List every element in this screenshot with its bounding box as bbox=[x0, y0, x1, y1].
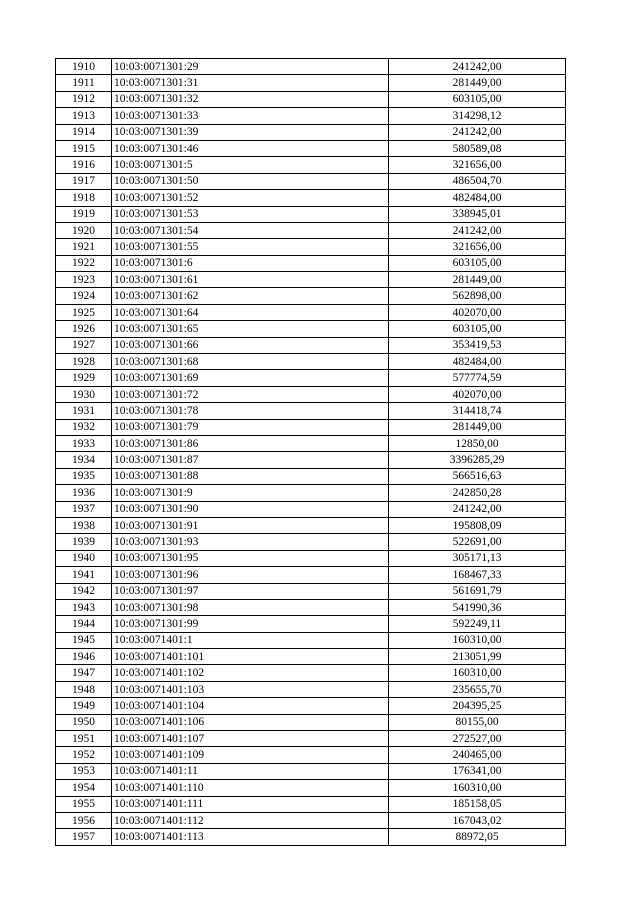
value-cell: 160310,00 bbox=[389, 632, 566, 648]
value-cell: 241242,00 bbox=[389, 222, 566, 238]
cadastral-code-cell: 10:03:0071401:106 bbox=[112, 714, 389, 730]
value-cell: 592249,11 bbox=[389, 616, 566, 632]
value-cell: 321656,00 bbox=[389, 239, 566, 255]
cadastral-code-cell: 10:03:0071301:62 bbox=[112, 288, 389, 304]
cadastral-code-cell: 10:03:0071401:1 bbox=[112, 632, 389, 648]
row-number-cell: 1919 bbox=[56, 206, 112, 222]
value-cell: 305171,13 bbox=[389, 550, 566, 566]
cadastral-code-cell: 10:03:0071301:29 bbox=[112, 59, 389, 75]
table-row bbox=[56, 222, 566, 238]
row-number-cell: 1937 bbox=[56, 501, 112, 517]
cadastral-code-cell: 10:03:0071401:112 bbox=[112, 812, 389, 828]
cadastral-code-cell: 10:03:0071301:46 bbox=[112, 140, 389, 156]
value-cell: 160310,00 bbox=[389, 665, 566, 681]
value-cell: 167043,02 bbox=[389, 812, 566, 828]
value-cell: 80155,00 bbox=[389, 714, 566, 730]
table-row bbox=[56, 435, 566, 451]
cadastral-code-cell: 10:03:0071301:91 bbox=[112, 517, 389, 533]
value-cell: 242850,28 bbox=[389, 485, 566, 501]
value-cell: 603105,00 bbox=[389, 321, 566, 337]
table-row bbox=[56, 649, 566, 665]
row-number-cell: 1941 bbox=[56, 567, 112, 583]
value-cell: 240465,00 bbox=[389, 747, 566, 763]
cadastral-code-cell: 10:03:0071301:99 bbox=[112, 616, 389, 632]
cadastral-code-cell: 10:03:0071301:87 bbox=[112, 452, 389, 468]
row-number-cell: 1928 bbox=[56, 354, 112, 370]
table-row bbox=[56, 304, 566, 320]
row-number-cell: 1913 bbox=[56, 108, 112, 124]
row-number-cell: 1938 bbox=[56, 517, 112, 533]
value-cell: 241242,00 bbox=[389, 124, 566, 140]
row-number-cell: 1920 bbox=[56, 222, 112, 238]
cadastral-code-cell: 10:03:0071301:53 bbox=[112, 206, 389, 222]
cadastral-code-cell: 10:03:0071401:110 bbox=[112, 780, 389, 796]
table-row bbox=[56, 370, 566, 386]
row-number-cell: 1935 bbox=[56, 468, 112, 484]
cadastral-code-cell: 10:03:0071301:90 bbox=[112, 501, 389, 517]
table-row bbox=[56, 108, 566, 124]
row-number-cell: 1915 bbox=[56, 140, 112, 156]
table-row bbox=[56, 681, 566, 697]
cadastral-code-cell: 10:03:0071401:102 bbox=[112, 665, 389, 681]
row-number-cell: 1947 bbox=[56, 665, 112, 681]
table-row bbox=[56, 452, 566, 468]
value-cell: 482484,00 bbox=[389, 190, 566, 206]
value-cell: 213051,99 bbox=[389, 649, 566, 665]
row-number-cell: 1925 bbox=[56, 304, 112, 320]
row-number-cell: 1931 bbox=[56, 403, 112, 419]
row-number-cell: 1921 bbox=[56, 239, 112, 255]
table-row bbox=[56, 124, 566, 140]
row-number-cell: 1939 bbox=[56, 534, 112, 550]
value-cell: 281449,00 bbox=[389, 75, 566, 91]
cadastral-code-cell: 10:03:0071301:5 bbox=[112, 157, 389, 173]
table-row bbox=[56, 140, 566, 156]
table-row bbox=[56, 91, 566, 107]
value-cell: 281449,00 bbox=[389, 419, 566, 435]
table-row bbox=[56, 288, 566, 304]
value-cell: 281449,00 bbox=[389, 272, 566, 288]
row-number-cell: 1933 bbox=[56, 435, 112, 451]
cadastral-code-cell: 10:03:0071301:64 bbox=[112, 304, 389, 320]
cadastral-code-cell: 10:03:0071301:33 bbox=[112, 108, 389, 124]
table-row bbox=[56, 731, 566, 747]
value-cell: 402070,00 bbox=[389, 304, 566, 320]
row-number-cell: 1911 bbox=[56, 75, 112, 91]
value-cell: 603105,00 bbox=[389, 255, 566, 271]
cadastral-code-cell: 10:03:0071301:54 bbox=[112, 222, 389, 238]
cadastral-code-cell: 10:03:0071401:11 bbox=[112, 763, 389, 779]
table-row bbox=[56, 75, 566, 91]
cadastral-code-cell: 10:03:0071401:101 bbox=[112, 649, 389, 665]
row-number-cell: 1952 bbox=[56, 747, 112, 763]
table-row bbox=[56, 780, 566, 796]
value-cell: 321656,00 bbox=[389, 157, 566, 173]
value-cell: 314298,12 bbox=[389, 108, 566, 124]
cadastral-code-cell: 10:03:0071401:113 bbox=[112, 829, 389, 845]
row-number-cell: 1922 bbox=[56, 255, 112, 271]
row-number-cell: 1932 bbox=[56, 419, 112, 435]
cadastral-code-cell: 10:03:0071301:61 bbox=[112, 272, 389, 288]
row-number-cell: 1955 bbox=[56, 796, 112, 812]
table-row bbox=[56, 616, 566, 632]
value-cell: 338945,01 bbox=[389, 206, 566, 222]
table-row bbox=[56, 485, 566, 501]
row-number-cell: 1940 bbox=[56, 550, 112, 566]
cadastral-code-cell: 10:03:0071301:6 bbox=[112, 255, 389, 271]
cadastral-code-cell: 10:03:0071301:93 bbox=[112, 534, 389, 550]
value-cell: 88972,05 bbox=[389, 829, 566, 845]
row-number-cell: 1916 bbox=[56, 157, 112, 173]
cadastral-code-cell: 10:03:0071301:32 bbox=[112, 91, 389, 107]
cadastral-code-cell: 10:03:0071401:103 bbox=[112, 681, 389, 697]
row-number-cell: 1949 bbox=[56, 698, 112, 714]
table-row bbox=[56, 403, 566, 419]
row-number-cell: 1926 bbox=[56, 321, 112, 337]
table-row bbox=[56, 829, 566, 845]
cadastral-code-cell: 10:03:0071301:55 bbox=[112, 239, 389, 255]
row-number-cell: 1936 bbox=[56, 485, 112, 501]
table-body bbox=[56, 59, 566, 846]
value-cell: 160310,00 bbox=[389, 780, 566, 796]
cadastral-code-cell: 10:03:0071301:9 bbox=[112, 485, 389, 501]
value-cell: 577774,59 bbox=[389, 370, 566, 386]
cadastral-code-cell: 10:03:0071301:50 bbox=[112, 173, 389, 189]
table-row bbox=[56, 190, 566, 206]
table-row bbox=[56, 354, 566, 370]
table-row bbox=[56, 583, 566, 599]
cadastral-code-cell: 10:03:0071301:96 bbox=[112, 567, 389, 583]
value-cell: 522691,00 bbox=[389, 534, 566, 550]
table-row bbox=[56, 173, 566, 189]
table-row bbox=[56, 763, 566, 779]
cadastral-code-cell: 10:03:0071301:97 bbox=[112, 583, 389, 599]
cadastral-code-cell: 10:03:0071301:39 bbox=[112, 124, 389, 140]
row-number-cell: 1910 bbox=[56, 59, 112, 75]
value-cell: 402070,00 bbox=[389, 386, 566, 402]
row-number-cell: 1954 bbox=[56, 780, 112, 796]
value-cell: 272527,00 bbox=[389, 731, 566, 747]
value-cell: 241242,00 bbox=[389, 59, 566, 75]
value-cell: 12850,00 bbox=[389, 435, 566, 451]
row-number-cell: 1924 bbox=[56, 288, 112, 304]
cadastral-code-cell: 10:03:0071301:52 bbox=[112, 190, 389, 206]
table-row bbox=[56, 796, 566, 812]
table-row bbox=[56, 698, 566, 714]
row-number-cell: 1927 bbox=[56, 337, 112, 353]
value-cell: 566516,63 bbox=[389, 468, 566, 484]
row-number-cell: 1950 bbox=[56, 714, 112, 730]
value-cell: 561691,79 bbox=[389, 583, 566, 599]
table-row bbox=[56, 59, 566, 75]
row-number-cell: 1946 bbox=[56, 649, 112, 665]
row-number-cell: 1957 bbox=[56, 829, 112, 845]
value-cell: 541990,36 bbox=[389, 599, 566, 615]
table-row bbox=[56, 255, 566, 271]
cadastral-code-cell: 10:03:0071301:78 bbox=[112, 403, 389, 419]
value-cell: 168467,33 bbox=[389, 567, 566, 583]
value-cell: 235655,70 bbox=[389, 681, 566, 697]
cadastral-code-cell: 10:03:0071401:107 bbox=[112, 731, 389, 747]
value-cell: 176341,00 bbox=[389, 763, 566, 779]
row-number-cell: 1944 bbox=[56, 616, 112, 632]
value-cell: 562898,00 bbox=[389, 288, 566, 304]
cadastral-code-cell: 10:03:0071301:66 bbox=[112, 337, 389, 353]
row-number-cell: 1918 bbox=[56, 190, 112, 206]
value-cell: 314418,74 bbox=[389, 403, 566, 419]
table-row bbox=[56, 665, 566, 681]
table-row bbox=[56, 550, 566, 566]
row-number-cell: 1930 bbox=[56, 386, 112, 402]
cadastral-code-cell: 10:03:0071301:79 bbox=[112, 419, 389, 435]
document-page bbox=[55, 58, 566, 846]
value-cell: 603105,00 bbox=[389, 91, 566, 107]
value-cell: 486504,70 bbox=[389, 173, 566, 189]
cadastral-code-cell: 10:03:0071301:65 bbox=[112, 321, 389, 337]
row-number-cell: 1934 bbox=[56, 452, 112, 468]
value-cell: 353419,53 bbox=[389, 337, 566, 353]
row-number-cell: 1942 bbox=[56, 583, 112, 599]
cadastral-code-cell: 10:03:0071301:98 bbox=[112, 599, 389, 615]
row-number-cell: 1929 bbox=[56, 370, 112, 386]
table-row bbox=[56, 239, 566, 255]
table-row bbox=[56, 747, 566, 763]
table-row bbox=[56, 812, 566, 828]
cadastral-code-cell: 10:03:0071401:111 bbox=[112, 796, 389, 812]
value-cell: 241242,00 bbox=[389, 501, 566, 517]
row-number-cell: 1951 bbox=[56, 731, 112, 747]
table-row bbox=[56, 419, 566, 435]
table-row bbox=[56, 157, 566, 173]
row-number-cell: 1956 bbox=[56, 812, 112, 828]
value-cell: 204395,25 bbox=[389, 698, 566, 714]
cadastral-code-cell: 10:03:0071301:31 bbox=[112, 75, 389, 91]
value-cell: 580589,08 bbox=[389, 140, 566, 156]
table-row bbox=[56, 272, 566, 288]
table-row bbox=[56, 501, 566, 517]
table-row bbox=[56, 468, 566, 484]
data-table bbox=[55, 58, 566, 846]
cadastral-code-cell: 10:03:0071301:95 bbox=[112, 550, 389, 566]
cadastral-code-cell: 10:03:0071401:104 bbox=[112, 698, 389, 714]
row-number-cell: 1945 bbox=[56, 632, 112, 648]
table-row bbox=[56, 567, 566, 583]
table-row bbox=[56, 534, 566, 550]
row-number-cell: 1914 bbox=[56, 124, 112, 140]
table-row bbox=[56, 386, 566, 402]
cadastral-code-cell: 10:03:0071301:72 bbox=[112, 386, 389, 402]
value-cell: 185158,05 bbox=[389, 796, 566, 812]
cadastral-code-cell: 10:03:0071301:88 bbox=[112, 468, 389, 484]
cadastral-code-cell: 10:03:0071301:86 bbox=[112, 435, 389, 451]
cadastral-code-cell: 10:03:0071401:109 bbox=[112, 747, 389, 763]
row-number-cell: 1953 bbox=[56, 763, 112, 779]
value-cell: 195808,09 bbox=[389, 517, 566, 533]
table-row bbox=[56, 599, 566, 615]
table-row bbox=[56, 517, 566, 533]
value-cell: 3396285,29 bbox=[389, 452, 566, 468]
table-row bbox=[56, 632, 566, 648]
table-row bbox=[56, 714, 566, 730]
cadastral-code-cell: 10:03:0071301:68 bbox=[112, 354, 389, 370]
table-row bbox=[56, 321, 566, 337]
table-row bbox=[56, 206, 566, 222]
row-number-cell: 1912 bbox=[56, 91, 112, 107]
table-row bbox=[56, 337, 566, 353]
row-number-cell: 1917 bbox=[56, 173, 112, 189]
row-number-cell: 1923 bbox=[56, 272, 112, 288]
row-number-cell: 1948 bbox=[56, 681, 112, 697]
value-cell: 482484,00 bbox=[389, 354, 566, 370]
cadastral-code-cell: 10:03:0071301:69 bbox=[112, 370, 389, 386]
row-number-cell: 1943 bbox=[56, 599, 112, 615]
